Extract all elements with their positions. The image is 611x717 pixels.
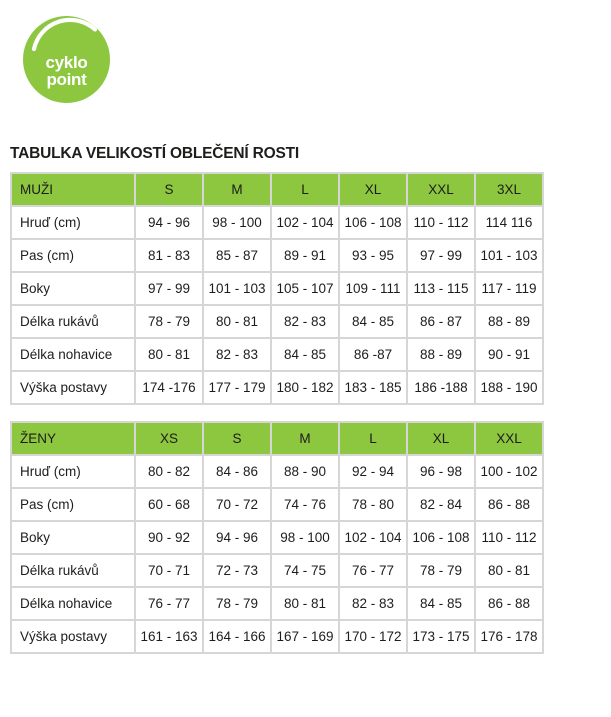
size-value-cell: 113 - 115 — [407, 272, 475, 305]
size-value-cell: 78 - 79 — [203, 587, 271, 620]
size-value-cell: 81 - 83 — [135, 239, 203, 272]
table-row — [11, 521, 543, 554]
row-label: Pas (cm) — [11, 488, 135, 521]
size-value-cell: 86 - 88 — [475, 587, 543, 620]
row-label: Boky — [11, 521, 135, 554]
size-value-cell: 96 - 98 — [407, 455, 475, 488]
table-row — [11, 239, 543, 272]
cyklopoint-logo — [23, 16, 110, 103]
size-value-cell: 177 - 179 — [203, 371, 271, 404]
size-value-cell: 89 - 91 — [271, 239, 339, 272]
size-table-men-body — [11, 206, 543, 404]
size-value-cell: 174 -176 — [135, 371, 203, 404]
size-value-cell: 70 - 71 — [135, 554, 203, 587]
size-value-cell: 100 - 102 — [475, 455, 543, 488]
size-value-cell: 117 - 119 — [475, 272, 543, 305]
table-row — [11, 488, 543, 521]
size-value-cell: 164 - 166 — [203, 620, 271, 653]
table-row — [11, 554, 543, 587]
size-value-cell: 78 - 79 — [135, 305, 203, 338]
row-label: Délka rukávů — [11, 554, 135, 587]
size-value-cell: 161 - 163 — [135, 620, 203, 653]
size-value-cell: 92 - 94 — [339, 455, 407, 488]
size-value-cell: 84 - 85 — [339, 305, 407, 338]
size-value-cell: 82 - 84 — [407, 488, 475, 521]
page-title: TABULKA VELIKOSTÍ OBLEČENÍ ROSTI — [10, 145, 299, 162]
size-value-cell: 70 - 72 — [203, 488, 271, 521]
size-value-cell: 183 - 185 — [339, 371, 407, 404]
size-value-cell: 84 - 85 — [271, 338, 339, 371]
size-value-cell: 86 - 87 — [407, 305, 475, 338]
size-value-cell: 110 - 112 — [475, 521, 543, 554]
size-value-cell: 88 - 89 — [475, 305, 543, 338]
row-label: Hruď (cm) — [11, 206, 135, 239]
size-column-header: 3XL — [475, 173, 543, 206]
header-row — [11, 173, 543, 206]
table-title-cell: MUŽI — [11, 173, 135, 206]
size-value-cell: 114 116 — [475, 206, 543, 239]
header-row — [11, 422, 543, 455]
size-value-cell: 186 -188 — [407, 371, 475, 404]
size-value-cell: 74 - 75 — [271, 554, 339, 587]
size-value-cell: 80 - 82 — [135, 455, 203, 488]
size-value-cell: 106 - 108 — [407, 521, 475, 554]
row-label: Délka rukávů — [11, 305, 135, 338]
row-label: Hruď (cm) — [11, 455, 135, 488]
row-label: Délka nohavice — [11, 338, 135, 371]
size-value-cell: 80 - 81 — [135, 338, 203, 371]
size-value-cell: 86 -87 — [339, 338, 407, 371]
size-value-cell: 106 - 108 — [339, 206, 407, 239]
size-column-header: L — [271, 173, 339, 206]
size-table-women-header — [11, 422, 543, 455]
size-value-cell: 94 - 96 — [203, 521, 271, 554]
size-value-cell: 102 - 104 — [339, 521, 407, 554]
size-value-cell: 98 - 100 — [271, 521, 339, 554]
size-value-cell: 78 - 80 — [339, 488, 407, 521]
size-value-cell: 78 - 79 — [407, 554, 475, 587]
table-row — [11, 587, 543, 620]
size-value-cell: 88 - 89 — [407, 338, 475, 371]
size-value-cell: 109 - 111 — [339, 272, 407, 305]
size-value-cell: 176 - 178 — [475, 620, 543, 653]
size-value-cell: 97 - 99 — [407, 239, 475, 272]
size-column-header: L — [339, 422, 407, 455]
row-label: Výška postavy — [11, 371, 135, 404]
logo-text-line2: point — [46, 70, 87, 89]
size-value-cell: 90 - 91 — [475, 338, 543, 371]
size-column-header: XL — [339, 173, 407, 206]
size-value-cell: 173 - 175 — [407, 620, 475, 653]
size-value-cell: 90 - 92 — [135, 521, 203, 554]
size-table-women-body — [11, 455, 543, 653]
row-label: Délka nohavice — [11, 587, 135, 620]
size-value-cell: 101 - 103 — [203, 272, 271, 305]
table-title-cell: ŽENY — [11, 422, 135, 455]
size-column-header: M — [271, 422, 339, 455]
size-value-cell: 88 - 90 — [271, 455, 339, 488]
size-value-cell: 80 - 81 — [475, 554, 543, 587]
size-value-cell: 188 - 190 — [475, 371, 543, 404]
row-label: Boky — [11, 272, 135, 305]
cyklopoint-logo-graphic — [23, 16, 110, 103]
size-value-cell: 167 - 169 — [271, 620, 339, 653]
logo-text-line1: cyklo — [45, 53, 88, 72]
size-value-cell: 98 - 100 — [203, 206, 271, 239]
table-row — [11, 620, 543, 653]
size-value-cell: 180 - 182 — [271, 371, 339, 404]
size-table-men — [10, 172, 544, 405]
size-column-header: S — [135, 173, 203, 206]
size-value-cell: 102 - 104 — [271, 206, 339, 239]
size-value-cell: 170 - 172 — [339, 620, 407, 653]
size-value-cell: 101 - 103 — [475, 239, 543, 272]
size-column-header: XXL — [475, 422, 543, 455]
size-column-header: XS — [135, 422, 203, 455]
size-value-cell: 82 - 83 — [203, 338, 271, 371]
size-column-header: S — [203, 422, 271, 455]
size-column-header: XL — [407, 422, 475, 455]
size-value-cell: 84 - 86 — [203, 455, 271, 488]
table-row — [11, 455, 543, 488]
table-row — [11, 305, 543, 338]
size-table-men-header — [11, 173, 543, 206]
size-value-cell: 97 - 99 — [135, 272, 203, 305]
size-value-cell: 85 - 87 — [203, 239, 271, 272]
size-value-cell: 82 - 83 — [339, 587, 407, 620]
size-value-cell: 80 - 81 — [203, 305, 271, 338]
size-column-header: M — [203, 173, 271, 206]
size-value-cell: 86 - 88 — [475, 488, 543, 521]
table-row — [11, 338, 543, 371]
size-value-cell: 72 - 73 — [203, 554, 271, 587]
table-row — [11, 272, 543, 305]
size-value-cell: 76 - 77 — [135, 587, 203, 620]
size-table-women — [10, 421, 544, 654]
size-value-cell: 76 - 77 — [339, 554, 407, 587]
size-value-cell: 80 - 81 — [271, 587, 339, 620]
table-row — [11, 206, 543, 239]
size-value-cell: 94 - 96 — [135, 206, 203, 239]
size-value-cell: 105 - 107 — [271, 272, 339, 305]
size-value-cell: 93 - 95 — [339, 239, 407, 272]
table-row — [11, 371, 543, 404]
size-value-cell: 60 - 68 — [135, 488, 203, 521]
size-column-header: XXL — [407, 173, 475, 206]
row-label: Výška postavy — [11, 620, 135, 653]
size-value-cell: 74 - 76 — [271, 488, 339, 521]
size-value-cell: 110 - 112 — [407, 206, 475, 239]
row-label: Pas (cm) — [11, 239, 135, 272]
size-value-cell: 82 - 83 — [271, 305, 339, 338]
size-value-cell: 84 - 85 — [407, 587, 475, 620]
